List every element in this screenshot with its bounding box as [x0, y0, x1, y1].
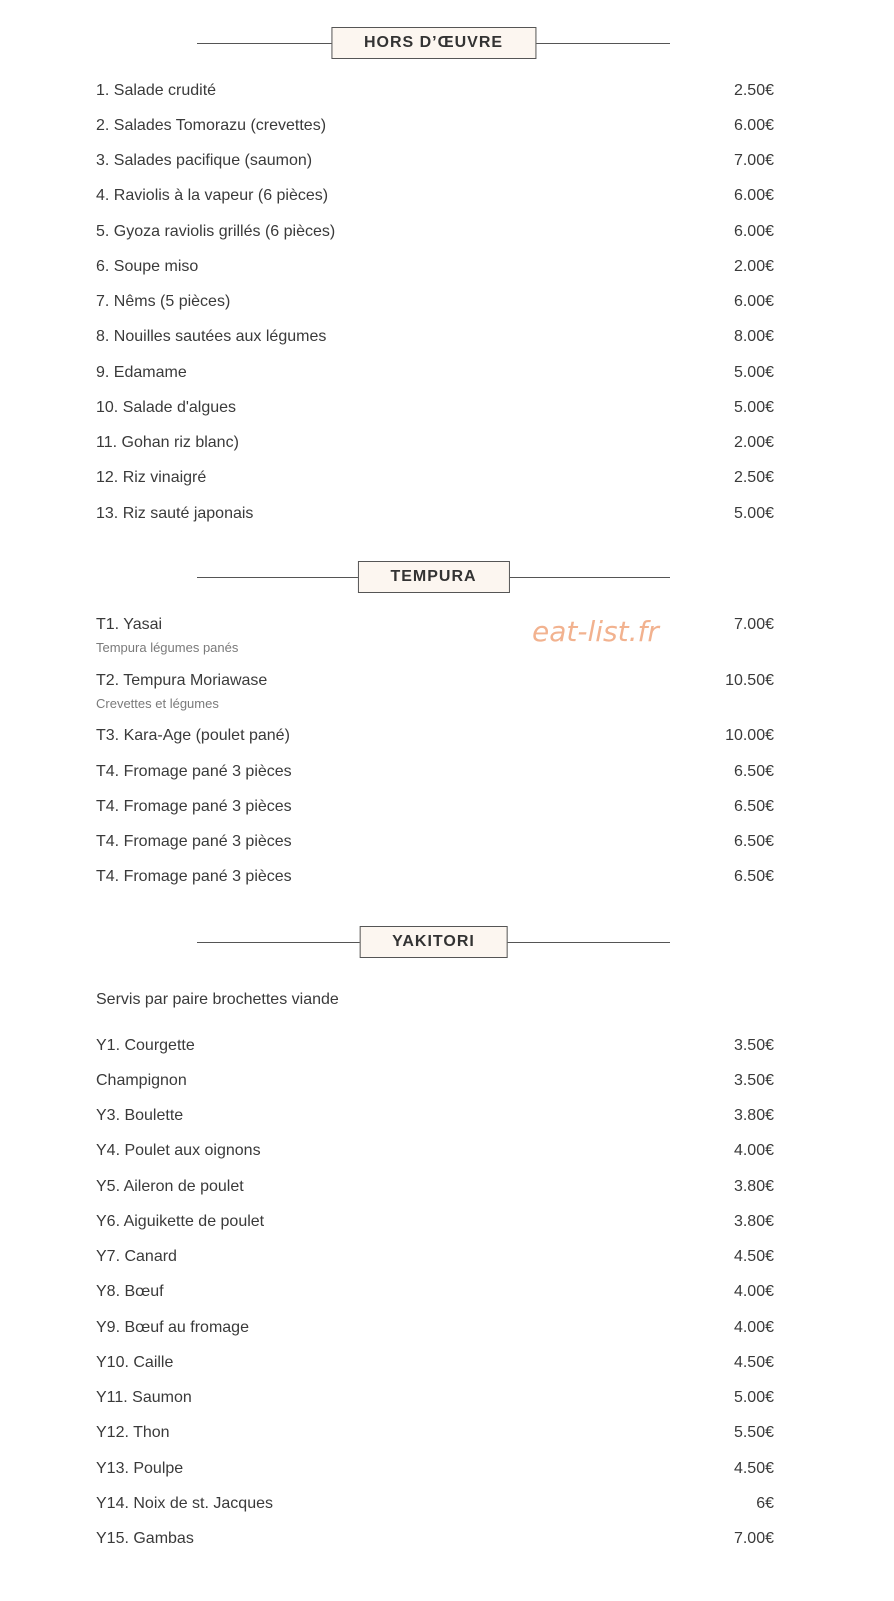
item-price: 4.50€: [733, 1248, 774, 1265]
item-price: 6.00€: [733, 187, 774, 204]
item-price: 7.00€: [733, 1530, 774, 1547]
item-name: Y14. Noix de st. Jacques: [96, 1495, 273, 1512]
section-header-yakitori: [197, 926, 670, 958]
item-price: 2.00€: [733, 434, 774, 451]
item-price: 6.50€: [733, 833, 774, 850]
item-name: T4. Fromage pané 3 pièces: [96, 868, 292, 885]
item-price: 10.50€: [725, 672, 774, 689]
item-name: T4. Fromage pané 3 pièces: [96, 798, 292, 815]
item-name: Y7. Canard: [96, 1248, 177, 1265]
item-price: 3.50€: [733, 1072, 774, 1089]
section-title: YAKITORI: [359, 926, 508, 958]
item-price: 5.50€: [733, 1424, 774, 1441]
item-price: 2.00€: [733, 258, 774, 275]
item-price: 2.50€: [733, 82, 774, 99]
item-name: 5. Gyoza raviolis grillés (6 pièces): [96, 223, 336, 240]
item-name: 10. Salade d'algues: [96, 399, 237, 416]
section-header-tempura: [197, 561, 670, 593]
item-name: T4. Fromage pané 3 pièces: [96, 763, 292, 780]
item-price: 6.00€: [733, 293, 774, 310]
item-name: 4. Raviolis à la vapeur (6 pièces): [96, 187, 329, 204]
item-price: 6.50€: [733, 798, 774, 815]
item-name: Y9. Bœuf au fromage: [96, 1319, 249, 1336]
item-name: Y1. Courgette: [96, 1037, 195, 1054]
item-name: T4. Fromage pané 3 pièces: [96, 833, 292, 850]
item-price: 6.50€: [733, 763, 774, 780]
item-price: 6.50€: [733, 868, 774, 885]
item-name: Y8. Bœuf: [96, 1283, 164, 1300]
item-name: Champignon: [96, 1072, 187, 1089]
item-name: 7. Nêms (5 pièces): [96, 293, 231, 310]
section-note: Servis par paire brochettes viande: [96, 991, 339, 1008]
item-name: 11. Gohan riz blanc): [96, 434, 239, 451]
item-price: 4.00€: [733, 1283, 774, 1300]
item-name: 3. Salades pacifique (saumon): [96, 152, 313, 169]
section-title: TEMPURA: [357, 561, 509, 593]
item-price: 2.50€: [733, 469, 774, 486]
watermark: eat-list.fr: [532, 615, 659, 648]
item-price: 3.80€: [733, 1178, 774, 1195]
item-price: 7.00€: [733, 152, 774, 169]
item-price: 7.00€: [733, 616, 774, 633]
item-name: 12. Riz vinaigré: [96, 469, 207, 486]
item-price: 10.00€: [725, 727, 774, 744]
item-name: Y11. Saumon: [96, 1389, 192, 1406]
item-price: 5.00€: [733, 505, 774, 522]
item-price: 6.00€: [733, 223, 774, 240]
item-price: 4.00€: [733, 1142, 774, 1159]
item-name: Y6. Aiguikette de poulet: [96, 1213, 265, 1230]
item-price: 4.50€: [733, 1460, 774, 1477]
item-price: 3.80€: [733, 1213, 774, 1230]
item-name: 2. Salades Tomorazu (crevettes): [96, 117, 327, 134]
item-price: 5.00€: [733, 399, 774, 416]
item-name: Y15. Gambas: [96, 1530, 194, 1547]
section-title: HORS D’ŒUVRE: [331, 27, 536, 59]
item-name: Y3. Boulette: [96, 1107, 184, 1124]
item-price: 5.00€: [733, 364, 774, 381]
item-name: Y10. Caille: [96, 1354, 174, 1371]
item-name: T1. Yasai: [96, 616, 163, 633]
item-name: 6. Soupe miso: [96, 258, 199, 275]
item-price: 4.50€: [733, 1354, 774, 1371]
item-price: 6€: [756, 1495, 774, 1512]
item-name: T2. Tempura Moriawase: [96, 672, 268, 689]
item-description: Tempura légumes panés: [96, 640, 239, 655]
item-description: Crevettes et légumes: [96, 696, 219, 711]
section-header-hors-doeuvre: [197, 27, 670, 59]
item-price: 5.00€: [733, 1389, 774, 1406]
item-price: 6.00€: [733, 117, 774, 134]
item-name: 8. Nouilles sautées aux légumes: [96, 328, 327, 345]
item-price: 3.50€: [733, 1037, 774, 1054]
item-name: Y12. Thon: [96, 1424, 170, 1441]
item-name: 13. Riz sauté japonais: [96, 505, 254, 522]
item-price: 4.00€: [733, 1319, 774, 1336]
item-name: Y4. Poulet aux oignons: [96, 1142, 261, 1159]
item-name: Y13. Poulpe: [96, 1460, 184, 1477]
item-price: 3.80€: [733, 1107, 774, 1124]
item-name: 9. Edamame: [96, 364, 187, 381]
item-price: 8.00€: [733, 328, 774, 345]
item-name: Y5. Aileron de poulet: [96, 1178, 244, 1195]
item-name: T3. Kara-Age (poulet pané): [96, 727, 290, 744]
item-name: 1. Salade crudité: [96, 82, 217, 99]
